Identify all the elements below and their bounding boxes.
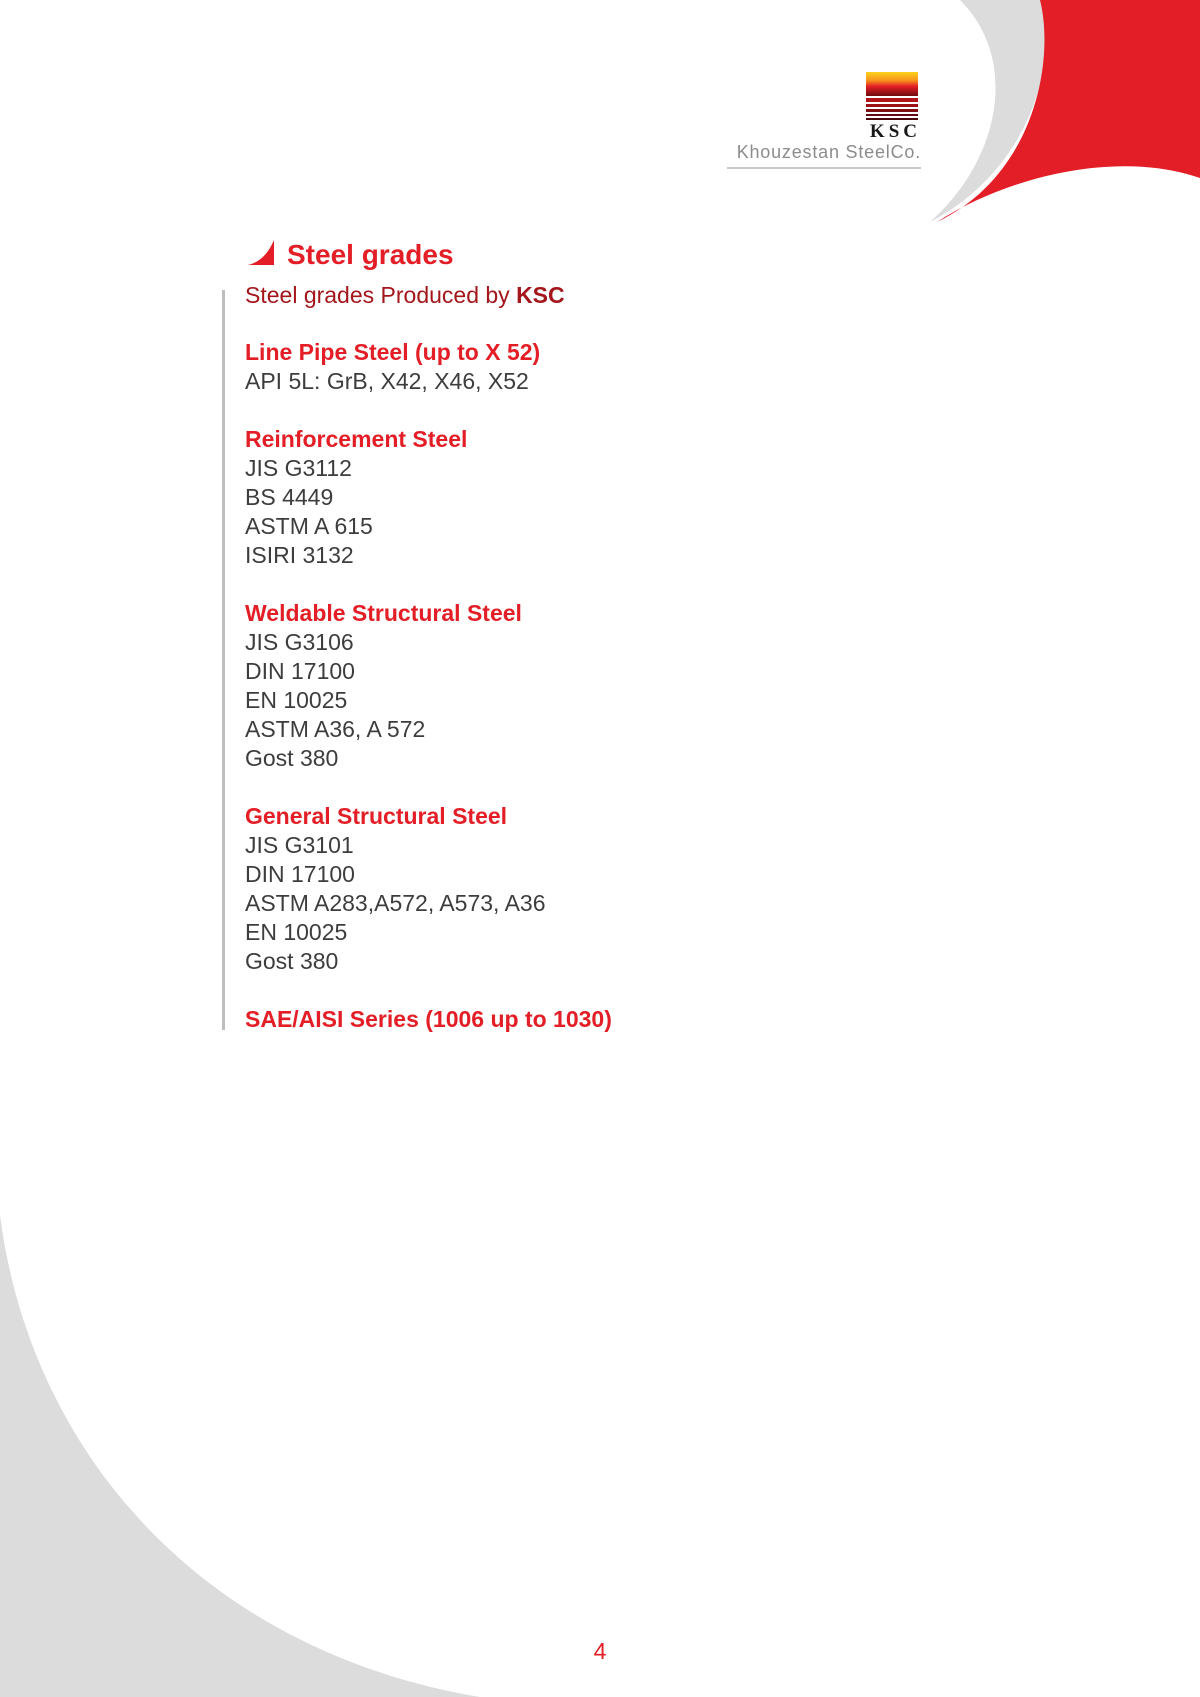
grade-standard-item: Gost 380 (245, 745, 339, 771)
grade-standard-item: ASTM A283,A572, A573, A36 (245, 890, 546, 916)
grade-standard-item: ISIRI 3132 (245, 542, 354, 568)
content-vertical-rule (222, 290, 225, 1030)
group-heading: General Structural Steel (245, 803, 508, 829)
grade-standard-item: EN 10025 (245, 919, 348, 945)
group-heading: Reinforcement Steel (245, 426, 468, 452)
grade-standard-item: JIS G3101 (245, 832, 354, 858)
steel-grade-list (245, 338, 845, 1063)
grade-standard-item: ASTM A 615 (245, 513, 373, 539)
grade-standard-item: Gost 380 (245, 948, 339, 974)
group-heading: Line Pipe Steel (up to X 52) (245, 339, 541, 365)
ksc-logo-mark (866, 72, 918, 122)
grade-standard-item: BS 4449 (245, 484, 334, 510)
steel-grade-group (245, 802, 845, 976)
grade-standard-item: JIS G3106 (245, 629, 354, 655)
grade-standard-item: EN 10025 (245, 687, 348, 713)
steel-grade-group (245, 599, 845, 773)
company-name: Khouzestan SteelCo. (736, 142, 921, 162)
page-subtitle (245, 282, 565, 310)
page-number: 4 (593, 1638, 607, 1664)
page-title: Steel grades (287, 239, 454, 270)
logo-abbreviation: KSC (869, 121, 921, 142)
logo-divider (727, 167, 921, 169)
grade-standard-item: API 5L: GrB, X42, X46, X52 (245, 368, 529, 394)
bottom-left-gray-arc (0, 1215, 480, 1697)
group-heading: SAE/AISI Series (1006 up to 1030) (245, 1006, 612, 1032)
group-heading: Weldable Structural Steel (245, 600, 522, 626)
corner-triangle-icon (246, 238, 276, 268)
grade-standard-item: DIN 17100 (245, 861, 355, 887)
steel-grade-group (245, 338, 845, 396)
company-logo (725, 72, 925, 172)
grade-standard-item: ASTM A36, A 572 (245, 716, 426, 742)
steel-grade-group (245, 425, 845, 570)
subtitle-brand: KSC (516, 282, 565, 308)
subtitle-text: Steel grades Produced by (245, 282, 517, 308)
grade-standard-item: DIN 17100 (245, 658, 355, 684)
grade-standard-item: JIS G3112 (245, 455, 352, 481)
steel-grade-group (245, 1005, 845, 1034)
